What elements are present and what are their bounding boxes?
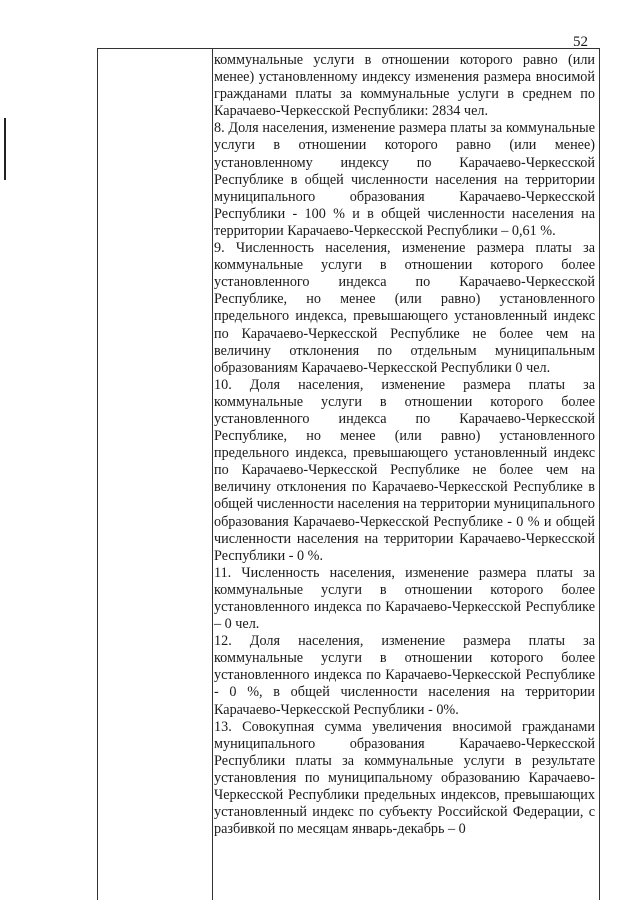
table-right-column [214,52,595,838]
binding-mark [4,118,6,180]
paragraph-item-10: 10. Доля населения, изменение размера платы за коммунальные услуги в отношении которого более установленного индекса по Карачаево-Черкесской Республике, но менее (или равно) установленного предельного индекса, превышающего установленный индекс по Карачаево-Черкесской Республике не более чем на величину отклонения по Карачаево-Черкесской Республике в общей численности населения на территории муниципального образования Карачаево-Черкесской Республике - 0 % и общей численности населения на территории Карачаево-Черкесской Республики - 0 %. [214,376,595,564]
paragraph-item-12: 12. Доля населения, изменение размера платы за коммунальные услуги в отношении которого более установленного индекса по Карачаево-Черкесской Республике - 0 %, в общей численности населения на территории Карачаево-Черкесской Республики - 0%. [214,633,595,718]
document-table [97,48,600,900]
paragraph-item-9: 9. Численность населения, изменение размера платы за коммунальные услуги в отношении которого более установленного индекса по Карачаево-Черкесской Республике, но менее (или равно) установленного предельного индекса, превышающего установленный индекс по Карачаево-Черкесской Республике не более чем на величину отклонения по отдельным муниципальным образованиям Карачаево-Черкесской Республики 0 чел. [214,240,595,376]
table-left-column [98,49,213,900]
paragraph-item-8: 8. Доля населения, изменение размера платы за коммунальные услуги в отношении которого равно (или менее) установленному индексу по Карачаево-Черкесской Республике в общей численности населения на территории муниципального образования Карачаево-Черкесской Республики - 100 % и в общей численности населения на территории Карачаево-Черкесской Республики – 0,61 %. [214,120,595,239]
paragraph-continuation: коммунальные услуги в отношении которого равно (или менее) установленному индексу изменения размера вносимой гражданами платы за коммунальные услуги в среднем по Карачаево-Черкесской Республики: 2834 чел. [214,52,595,120]
paragraph-item-11: 11. Численность населения, изменение размера платы за коммунальные услуги в отношении которого более установленного индекса по Карачаево-Черкесской Республике – 0 чел. [214,564,595,633]
paragraph-item-13: 13. Совокупная сумма увеличения вносимой гражданами муниципального образования Карачаево-Черкесской Республики платы за коммунальные услуги в результате установления по муниципальному образованию Карачаево-Черкесской Республики предельных индексов, превышающих установленный индекс по субъекту Российской Федерации, с разбивкой по месяцам январь-декабрь – 0 [214,718,595,838]
page-number: 52 [573,34,588,50]
